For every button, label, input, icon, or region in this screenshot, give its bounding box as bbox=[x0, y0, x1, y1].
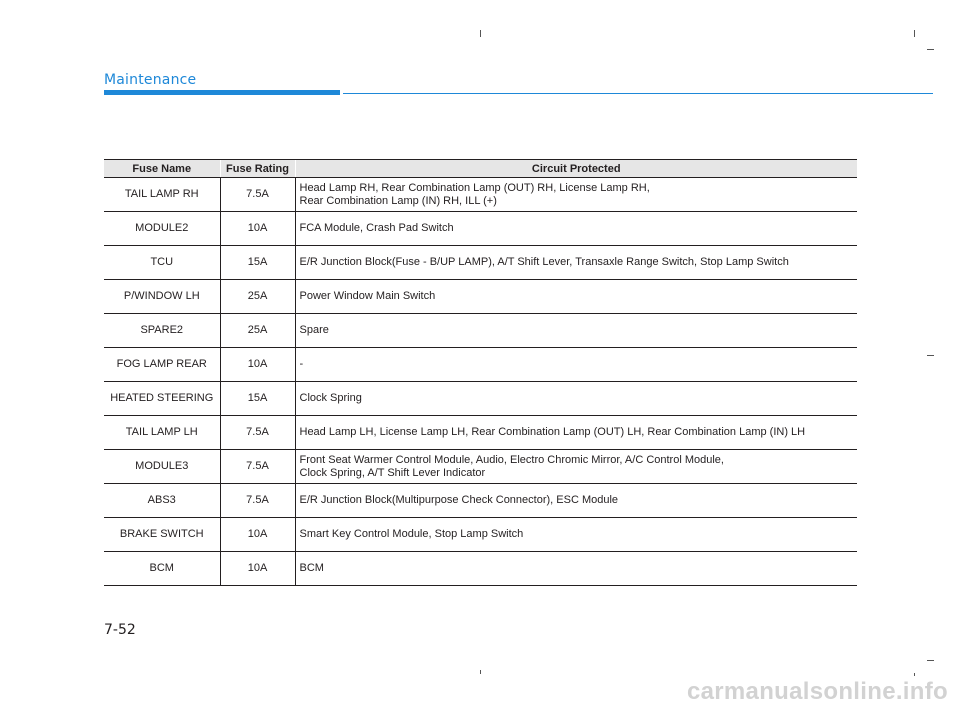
fuse-name-cell: SPARE2 bbox=[104, 314, 220, 348]
circuit-protected-cell bbox=[295, 518, 857, 552]
section-title: Maintenance bbox=[104, 72, 197, 88]
table-row bbox=[104, 552, 857, 586]
circuit-protected-cell bbox=[295, 246, 857, 280]
fuse-name-cell: BRAKE SWITCH bbox=[104, 518, 220, 552]
circuit-line: Rear Combination Lamp (IN) RH, ILL (+) bbox=[299, 194, 497, 207]
fuse-rating-cell: 25A bbox=[220, 280, 295, 314]
fuse-rating-cell: 15A bbox=[220, 246, 295, 280]
table-row bbox=[104, 382, 857, 416]
table-row bbox=[104, 450, 857, 484]
fuse-rating-cell: 25A bbox=[220, 314, 295, 348]
fuse-name-cell: MODULE2 bbox=[104, 212, 220, 246]
circuit-line: Smart Key Control Module, Stop Lamp Switch bbox=[299, 528, 524, 540]
table-row bbox=[104, 518, 857, 552]
fuse-name-cell: P/WINDOW LH bbox=[104, 280, 220, 314]
column-header-fuse-rating: Fuse Rating bbox=[220, 160, 295, 178]
circuit-line: FCA Module, Crash Pad Switch bbox=[299, 222, 454, 234]
table-row bbox=[104, 280, 857, 314]
fuse-name-cell: TAIL LAMP LH bbox=[104, 416, 220, 450]
crop-mark-bottom-right bbox=[914, 673, 915, 676]
header-rule bbox=[343, 93, 933, 94]
circuit-protected-cell bbox=[295, 178, 857, 212]
circuit-protected-cell bbox=[295, 348, 857, 382]
fuse-name-cell: FOG LAMP REAR bbox=[104, 348, 220, 382]
fuse-table-body bbox=[104, 178, 857, 586]
circuit-protected-cell bbox=[295, 314, 857, 348]
table-row bbox=[104, 484, 857, 518]
circuit-line: Spare bbox=[299, 324, 329, 336]
column-header-fuse-name: Fuse Name bbox=[104, 160, 220, 178]
circuit-line: Power Window Main Switch bbox=[299, 290, 436, 302]
fuse-name-cell: ABS3 bbox=[104, 484, 220, 518]
crop-mark-bottom-center bbox=[480, 670, 481, 674]
fuse-name-cell: TCU bbox=[104, 246, 220, 280]
circuit-line: Clock Spring bbox=[299, 392, 362, 404]
circuit-line: Head Lamp LH, License Lamp LH, Rear Combination Lamp (OUT) LH, Rear Combination Lamp (IN) LH bbox=[299, 426, 806, 438]
circuit-line: Front Seat Warmer Control Module, Audio, Electro Chromic Mirror, A/C Control Module, bbox=[299, 453, 724, 466]
circuit-protected-cell bbox=[295, 416, 857, 450]
table-row bbox=[104, 348, 857, 382]
circuit-line: E/R Junction Block(Multipurpose Check Connector), ESC Module bbox=[299, 494, 619, 506]
circuit-protected-cell bbox=[295, 212, 857, 246]
circuit-protected-cell bbox=[295, 382, 857, 416]
fuse-rating-cell: 10A bbox=[220, 552, 295, 586]
fuse-table bbox=[104, 159, 857, 586]
crop-mark-top-right bbox=[914, 30, 915, 37]
fuse-rating-cell: 10A bbox=[220, 518, 295, 552]
circuit-protected-cell bbox=[295, 450, 857, 484]
column-header-circuit-protected: Circuit Protected bbox=[295, 160, 857, 178]
watermark: carmanualsonline.info bbox=[686, 678, 948, 705]
fuse-rating-cell: 7.5A bbox=[220, 484, 295, 518]
circuit-line: - bbox=[299, 358, 304, 370]
fuse-rating-cell: 7.5A bbox=[220, 178, 295, 212]
fuse-rating-cell: 7.5A bbox=[220, 450, 295, 484]
circuit-line: Head Lamp RH, Rear Combination Lamp (OUT) RH, License Lamp RH, bbox=[299, 181, 650, 194]
fuse-rating-cell: 10A bbox=[220, 212, 295, 246]
table-header-row bbox=[104, 160, 857, 178]
crop-mark-right-middle bbox=[927, 355, 934, 356]
circuit-protected-cell bbox=[295, 280, 857, 314]
page-number: 7-52 bbox=[104, 622, 136, 638]
table-row bbox=[104, 178, 857, 212]
circuit-line: Clock Spring, A/T Shift Lever Indicator bbox=[299, 466, 486, 479]
fuse-rating-cell: 15A bbox=[220, 382, 295, 416]
section-title-underline bbox=[104, 90, 340, 95]
fuse-name-cell: HEATED STEERING bbox=[104, 382, 220, 416]
fuse-name-cell: BCM bbox=[104, 552, 220, 586]
table-row bbox=[104, 416, 857, 450]
table-row bbox=[104, 246, 857, 280]
fuse-rating-cell: 10A bbox=[220, 348, 295, 382]
table-row bbox=[104, 314, 857, 348]
circuit-protected-cell bbox=[295, 552, 857, 586]
fuse-rating-cell: 7.5A bbox=[220, 416, 295, 450]
fuse-name-cell: MODULE3 bbox=[104, 450, 220, 484]
circuit-line: BCM bbox=[299, 562, 324, 574]
crop-mark-top-center bbox=[480, 30, 481, 37]
circuit-line: E/R Junction Block(Fuse - B/UP LAMP), A/T Shift Lever, Transaxle Range Switch, Stop Lamp Switch bbox=[299, 256, 789, 268]
table-row bbox=[104, 212, 857, 246]
circuit-protected-cell bbox=[295, 484, 857, 518]
fuse-name-cell: TAIL LAMP RH bbox=[104, 178, 220, 212]
crop-mark-right-bottom bbox=[927, 660, 934, 661]
crop-mark-right-top bbox=[927, 49, 934, 50]
